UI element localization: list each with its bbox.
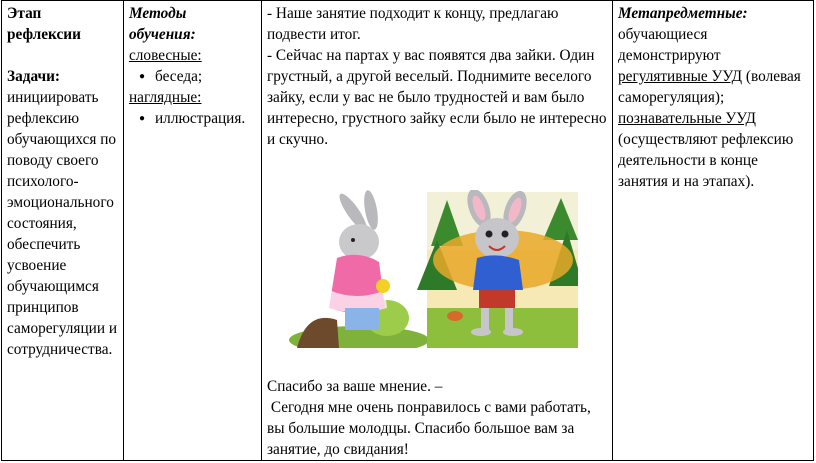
bunnies-illustration xyxy=(267,190,578,348)
tasks-text: инициировать рефлексию обучающихся по поводу своего психолого-эмоционального состояния, обеспечить усвоение обучающимся принципов саморегуляции и сотрудничества. xyxy=(7,89,118,358)
outcomes-label: Метапредметные: xyxy=(618,5,748,22)
outcomes-text-1: обучающиеся демонстрируют xyxy=(618,26,721,64)
regulatory-link: регулятивные УУД xyxy=(618,68,743,85)
content-cell xyxy=(262,1,613,461)
cognitive-link: познавательные УУД xyxy=(618,110,756,127)
verbal-label: словесные: xyxy=(129,47,202,64)
methods-cell xyxy=(124,1,262,461)
list-item: ● беседа; xyxy=(155,66,256,87)
outcomes-text-2: (волевая саморегуляция); xyxy=(618,68,801,106)
stage-title: Этап рефлексии xyxy=(7,5,81,43)
bunnies-image xyxy=(267,190,578,348)
outcomes-text-3: (осуществляют рефлексию деятельности в конце занятия и на этапах). xyxy=(618,131,794,190)
content-line-1: - Наше занятие подходит к концу, предлагаю подвести итог. xyxy=(267,5,559,43)
methods-label: Методы обучения: xyxy=(129,5,196,43)
tasks-label: Задачи: xyxy=(7,68,61,85)
visual-label: наглядные: xyxy=(129,89,202,106)
content-line-2: - Сейчас на партах у вас появятся два зайки. Один грустный, а другой веселый. Поднимите веселого зайку, если у вас не было трудностей и вам было интересно, грустного зайку если было не интересно и скучно. xyxy=(267,47,607,148)
thanks-text: Спасибо за ваше мнение. – xyxy=(267,378,443,395)
outcomes-cell xyxy=(613,1,814,461)
visual-list xyxy=(129,108,256,129)
list-item: ● иллюстрация. xyxy=(155,108,256,129)
lesson-table xyxy=(1,0,814,461)
stage-cell xyxy=(2,1,124,461)
closing-text: Сегодня мне очень понравилось с вами работать, вы большие молодцы. Спасибо большое вам за занятие, до свидания! xyxy=(267,399,595,458)
verbal-list xyxy=(129,66,256,87)
